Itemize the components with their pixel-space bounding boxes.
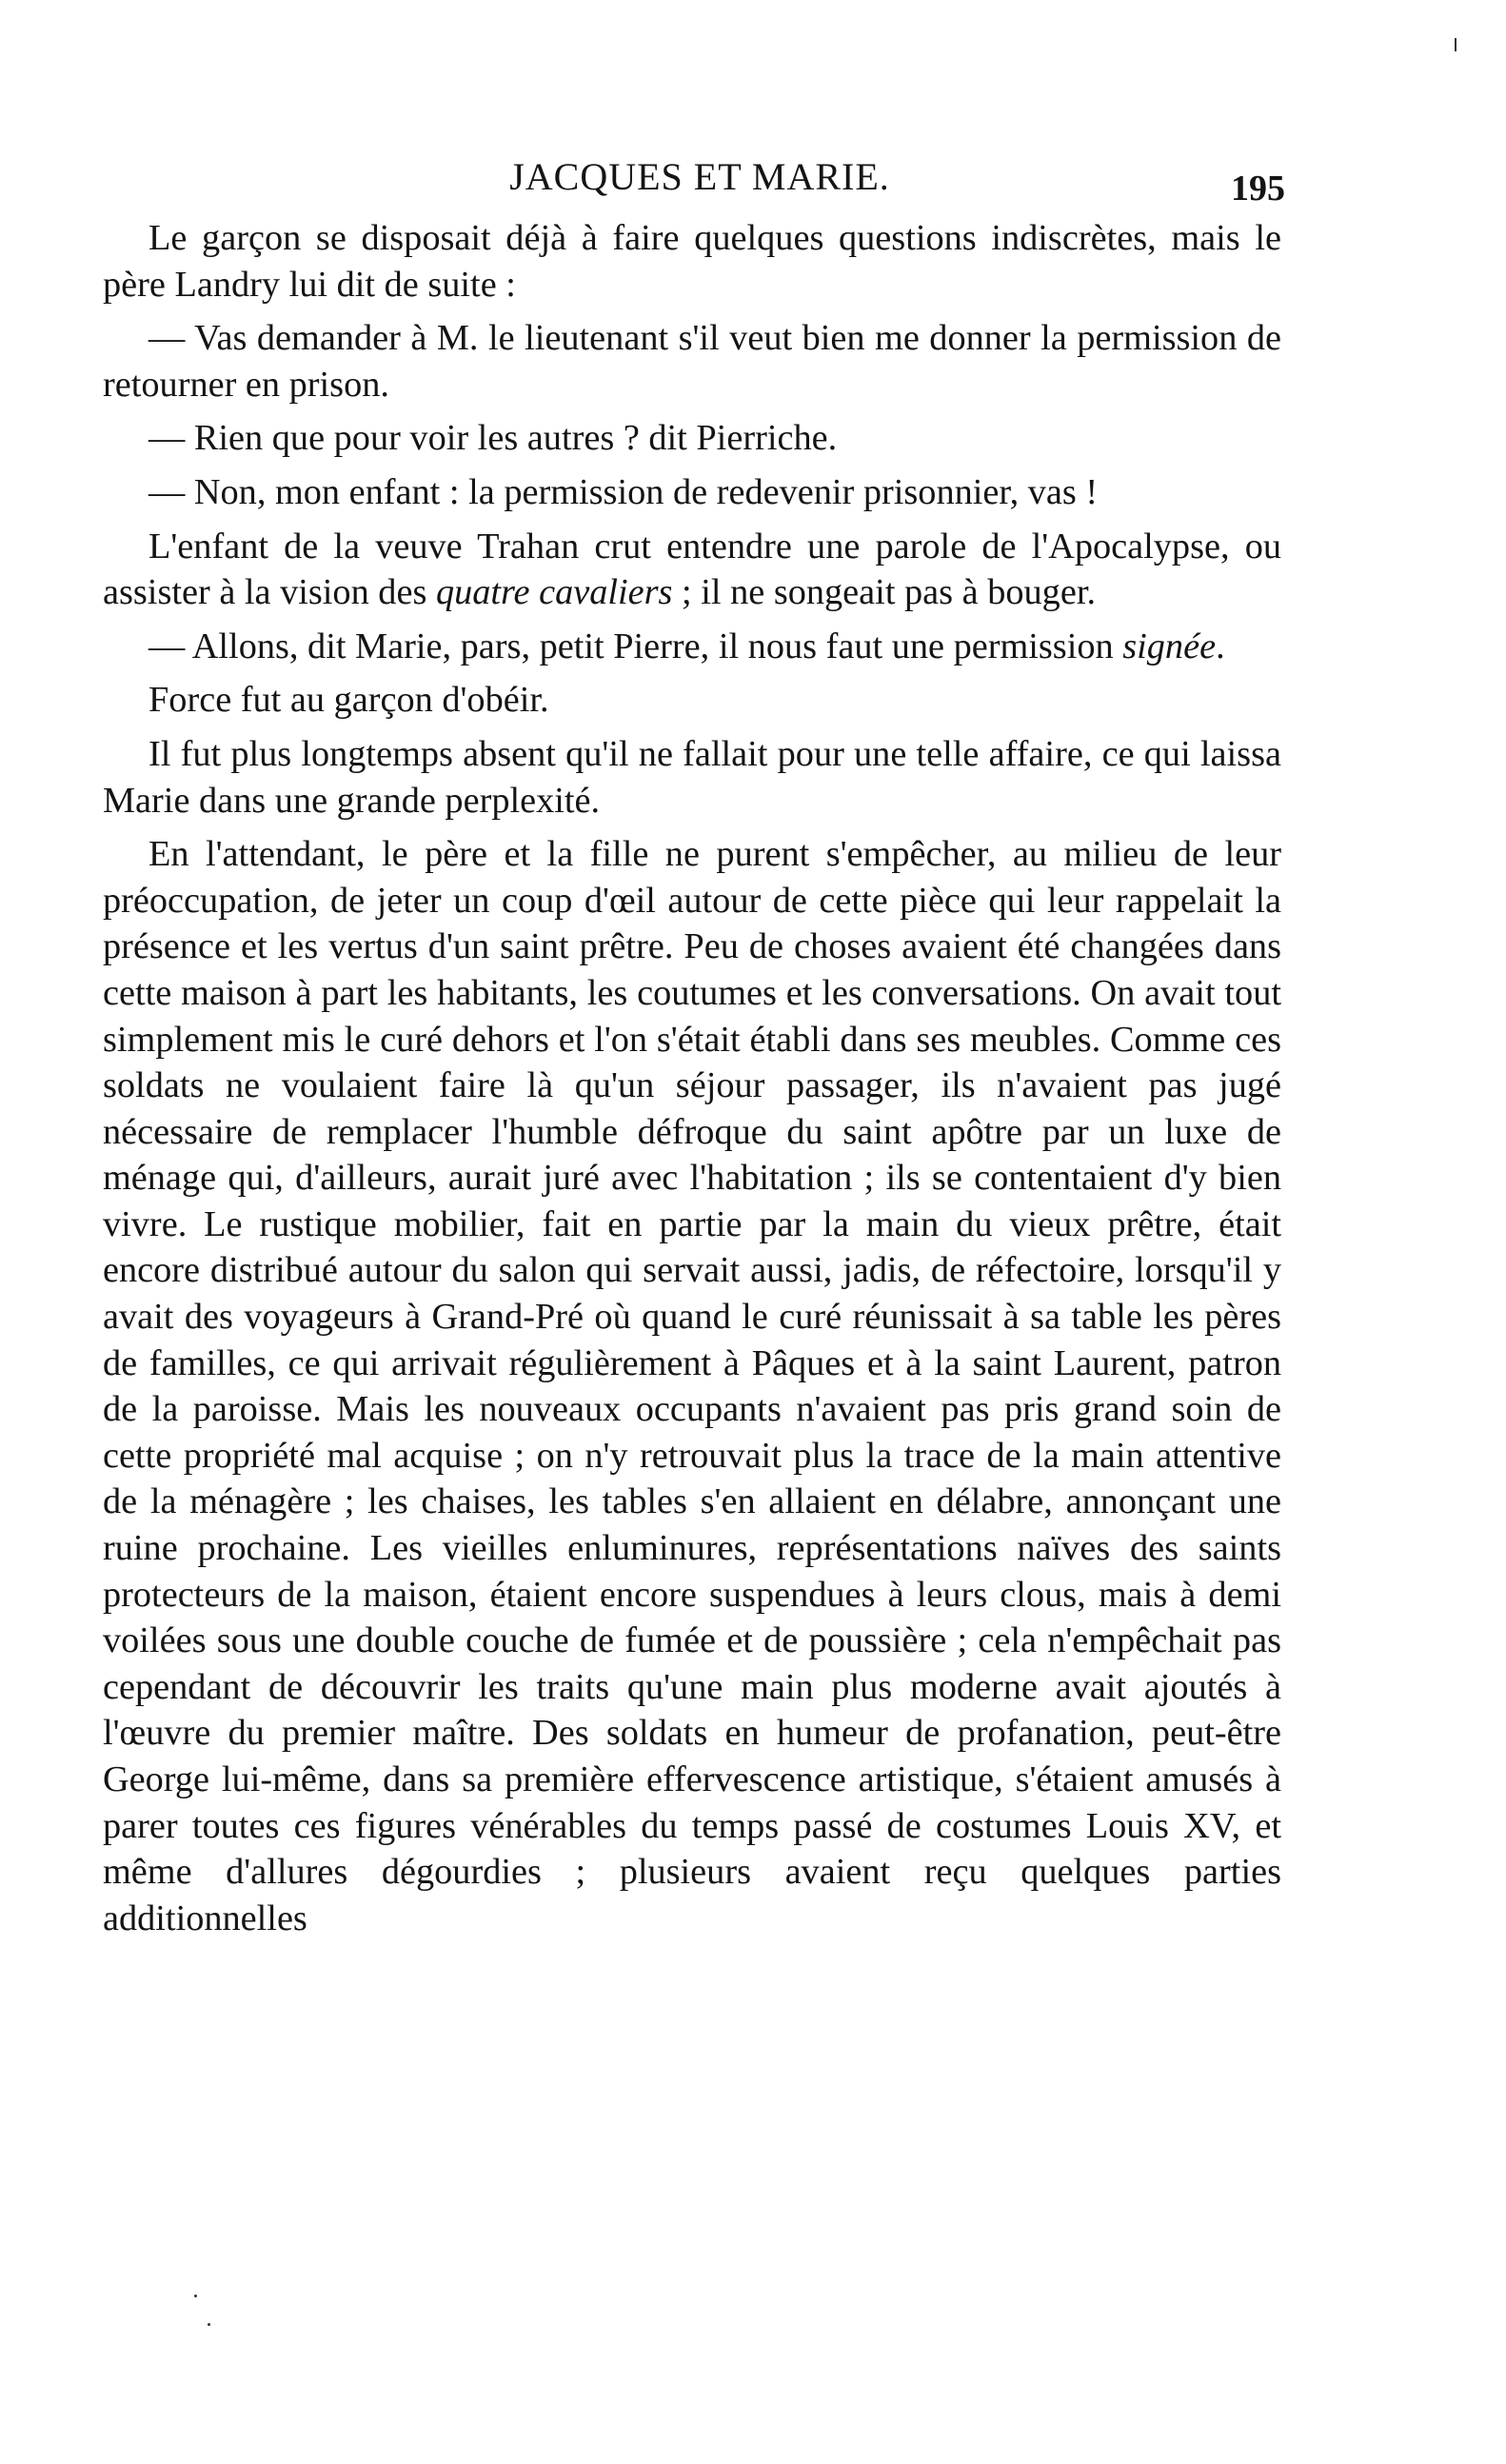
- paragraph-with-italic: L'enfant de la veuve Trahan crut entendre une parole de l'Apocalypse, ou assister à la vision des quatre cavaliers ; il ne songeait pas à bouger.: [103, 526, 1281, 613]
- paragraph: En l'attendant, le père et la fille ne purent s'empêcher, au milieu de leur préoccupation, de jeter un coup d'œil autour de cette pièce qui leur rappelait la présence et les vertus d'un saint prêtre. Peu de choses avaient été changées dans cette maison à part les habitants, les coutumes et les conversations. On avait tout simplement mis le curé dehors et l'on s'était établi dans ses meubles. Comme ces soldats ne voulaient faire là qu'un séjour passager, ils n'avaient pas jugé nécessaire de remplacer l'humble défroque du saint apôtre par un luxe de ménage qui, d'ailleurs, aurait juré avec l'habitation ; ils se contentaient d'y bien vivre. Le rustique mobilier, fait en partie par la main du vieux prêtre, était encore distribué autour du salon qui servait aussi, jadis, de réfectoire, lorsqu'il y avait des voyageurs à Grand-Pré où quand le curé réunissait à sa table les pères de familles, ce qui arrivait régulièrement à Pâques et à la saint Laurent, patron de la paroisse. Mais les nouveaux occupants n'avaient pas pris grand soin de cette propriété mal acquise ; on n'y retrouvait plus la trace de la main attentive de la ménagère ; les chaises, les tables s'en allaient en délabre, annonçant une ruine prochaine. Les vieilles enluminures, représentations naïves des saints protecteurs de la maison, étaient encore suspendues à leurs clous, mais à demi voilées sous une double couche de fumée et de poussière ; cela n'empêchait pas cependant de découvrir les traits qu'une main plus moderne avait ajoutés à l'œuvre du premier maître. Des soldats en humeur de profanation, peut-être George lui-même, dans sa première effervescence artistique, s'étaient amusés à parer toutes ces figures vénérables du temps passé de costumes Louis XV, et même d'allures dégourdies ; plusieurs avaient reçu quelques parties additionnelles: [103, 834, 1281, 1938]
- italic-phrase: signée: [1122, 626, 1217, 666]
- paragraph: — Vas demander à M. le lieutenant s'il veut bien me donner la permission de retourner en prison.: [103, 318, 1281, 405]
- print-speck: [208, 2323, 210, 2326]
- body-text: [103, 215, 1281, 1949]
- paragraph: — Rien que pour voir les autres ? dit Pierriche.: [149, 418, 838, 459]
- paragraph: — Non, mon enfant : la permission de redevenir prisonnier, vas !: [149, 471, 1099, 512]
- page-number: 195: [1231, 169, 1285, 209]
- paragraph-with-italic: — Allons, dit Marie, pars, petit Pierre, il nous faut une permission signée.: [149, 626, 1225, 666]
- paragraph: Il fut plus longtemps absent qu'il ne fallait pour une telle affaire, ce qui laissa Marie dans une grande perplexité.: [103, 733, 1281, 821]
- page-header: [114, 154, 1285, 221]
- running-title: JACQUES ET MARIE.: [509, 155, 890, 198]
- italic-phrase: quatre cavaliers: [435, 572, 673, 613]
- paragraph: Le garçon se disposait déjà à faire quelques questions indiscrètes, mais le père Landry lui dit de suite :: [103, 218, 1281, 305]
- print-speck: [1455, 38, 1456, 51]
- print-speck: [194, 2295, 197, 2297]
- paragraph: Force fut au garçon d'obéir.: [149, 680, 549, 721]
